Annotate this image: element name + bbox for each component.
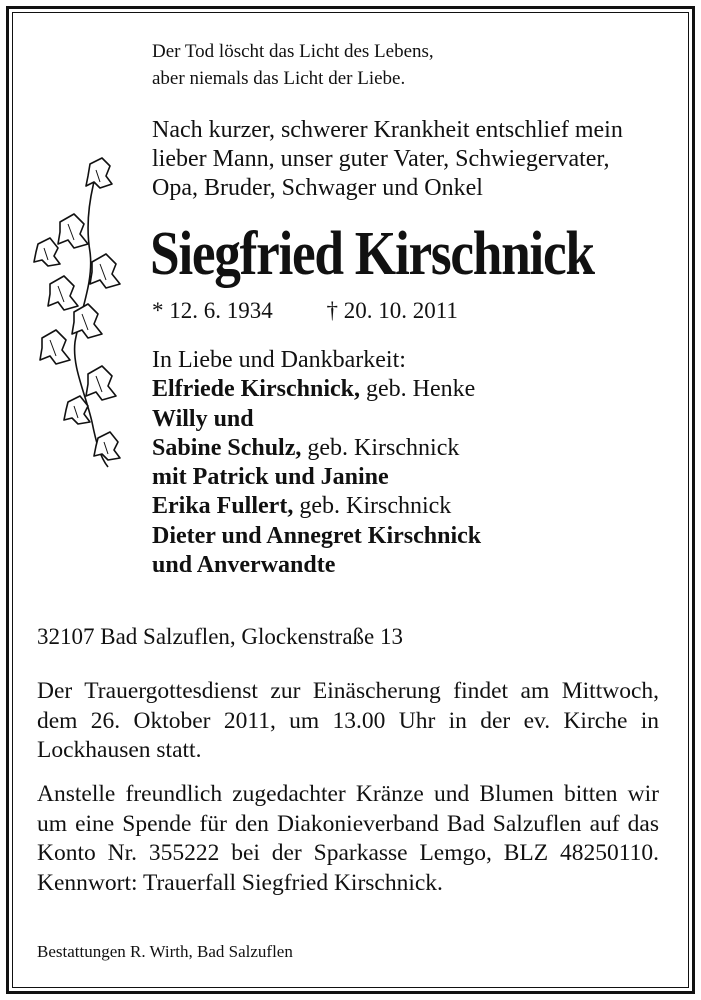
- intro-line-1: Nach kurzer, schwerer Krankheit entschlief mein: [152, 117, 623, 143]
- mourner-line: Sabine Schulz, geb. Kirschnick: [152, 434, 460, 461]
- mourner-line: Willy und: [152, 405, 254, 432]
- mourner-line: und Anverwandte: [152, 552, 336, 579]
- mourner-line: Erika Fullert, geb. Kirschnick: [152, 493, 452, 520]
- mourners-list: [152, 346, 481, 580]
- mourners-heading: In Liebe und Dankbarkeit:: [152, 347, 406, 373]
- deceased-name: Siegfried Kirschnick: [150, 220, 594, 288]
- birth-date: * 12. 6. 1934: [152, 298, 273, 323]
- life-dates: [152, 296, 458, 326]
- ivy-vine-icon: [30, 152, 125, 472]
- motto-line-1: Der Tod löscht das Licht des Lebens,: [152, 41, 434, 62]
- service-announcement: Der Trauergottesdienst zur Einäscherung findet am Mittwoch, dem 26. Oktober 2011, um 13.00 Uhr in der ev. Kirche in Lockhausen statt.: [37, 678, 659, 763]
- death-date: † 20. 10. 2011: [326, 298, 458, 323]
- motto: [152, 38, 434, 92]
- intro-text: [152, 116, 623, 203]
- address: 32107 Bad Salzuflen, Glockenstraße 13: [37, 624, 403, 649]
- funeral-home: Bestattungen R. Wirth, Bad Salzuflen: [37, 942, 293, 961]
- mourner-line: Dieter und Annegret Kirschnick: [152, 522, 482, 549]
- intro-line-2: lieber Mann, unser guter Vater, Schwiegervater,: [152, 146, 610, 172]
- motto-line-2: aber niemals das Licht der Liebe.: [152, 68, 406, 89]
- donation-request: Anstelle freundlich zugedachter Kränze und Blumen bitten wir um eine Spende für den Diakonieverband Bad Salzuflen auf das Konto Nr. 355222 bei der Sparkasse Lemgo, BLZ 48250110. Kennwort: Trauerfall Siegfried Kirschnick.: [37, 781, 659, 896]
- mourner-line: mit Patrick und Janine: [152, 464, 389, 491]
- intro-line-3: Opa, Bruder, Schwager und Onkel: [152, 175, 483, 201]
- mourner-line: Elfriede Kirschnick, geb. Henke: [152, 376, 476, 403]
